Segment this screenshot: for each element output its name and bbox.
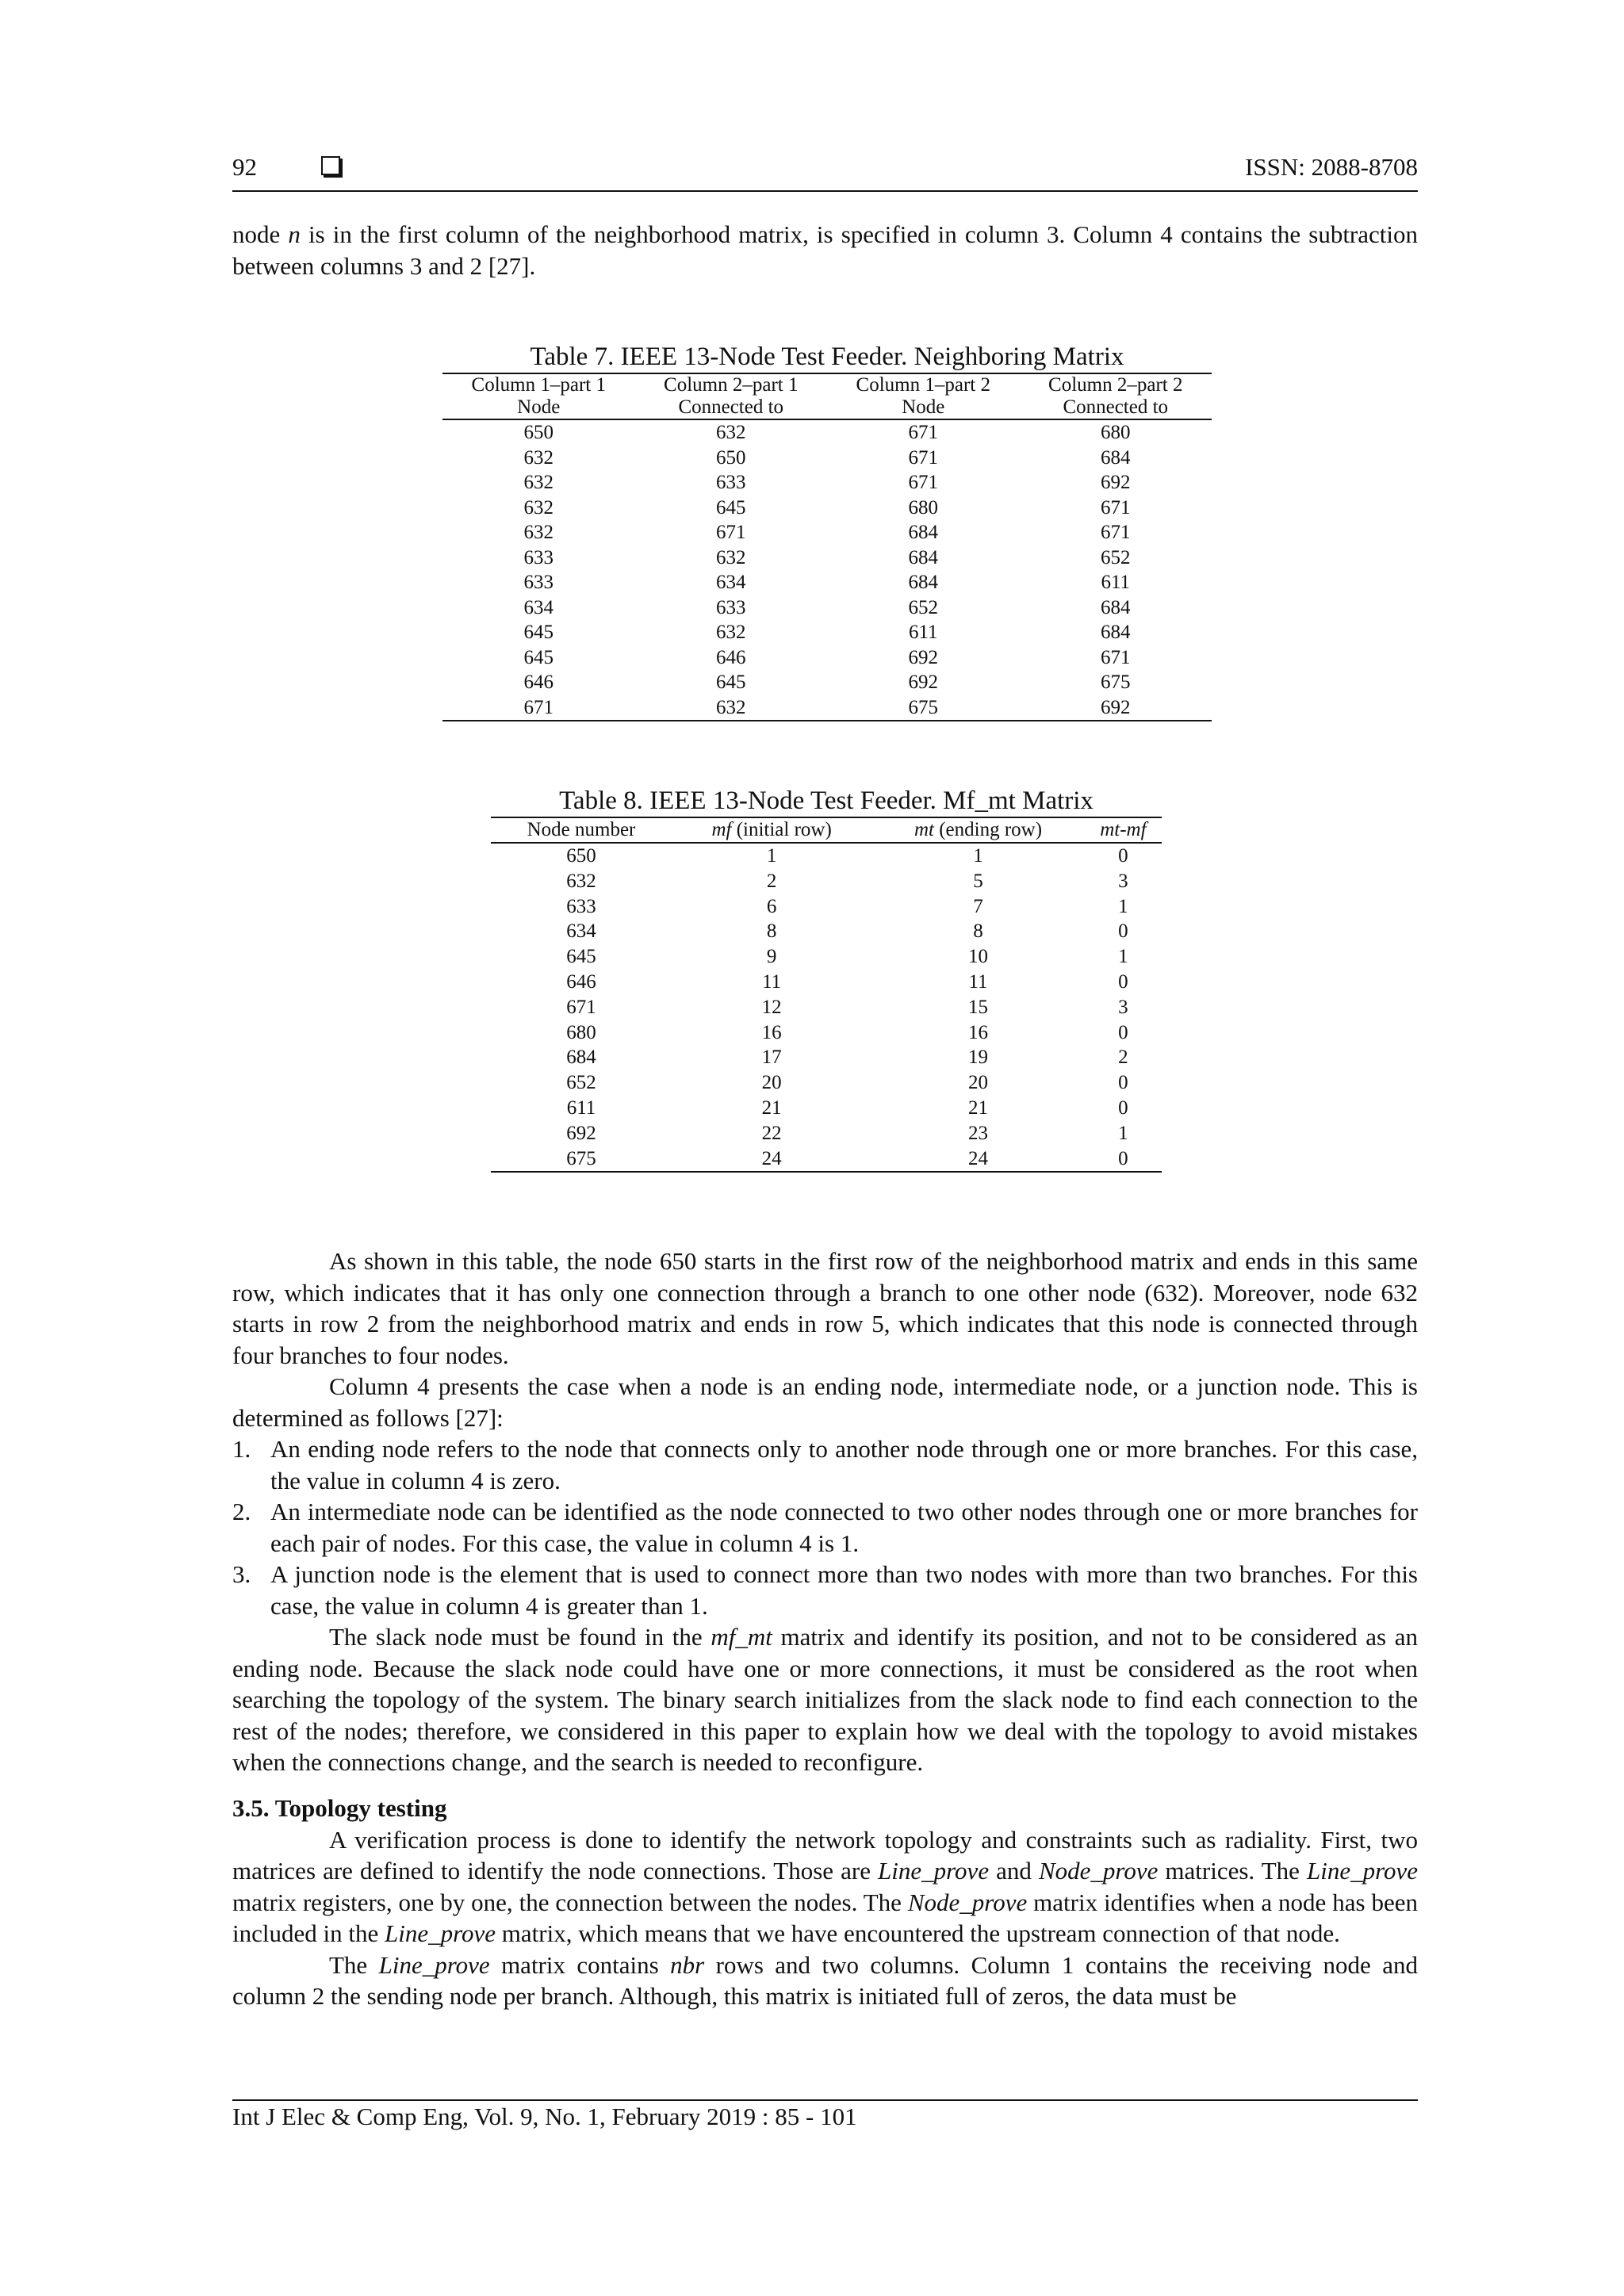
issn-label: ISSN: 2088-8708 <box>1245 153 1418 181</box>
list-item: 3. A junction node is the element that is used to connect more than two nodes with more than two branches. For this case, the value in column 4 is greater than 1. <box>232 1560 1418 1620</box>
table7-row <box>442 670 1212 695</box>
table8-row <box>491 843 1162 869</box>
table-8-header-cell: Node number <box>491 817 672 843</box>
table8-cell: 0 <box>1118 1021 1128 1043</box>
table7-cell: 632 <box>523 446 553 469</box>
table7-cell: 671 <box>908 472 938 493</box>
table8-row <box>491 869 1162 894</box>
table8-cell: 1 <box>1118 946 1128 968</box>
table7-row <box>442 496 1212 521</box>
table7-cell: 632 <box>635 695 828 721</box>
table8-cell: 634 <box>566 920 596 943</box>
table8-cell: 0 <box>1118 920 1128 943</box>
table7-cell: 692 <box>908 646 938 668</box>
table-7-grid <box>442 373 1212 721</box>
body-text <box>232 1246 1418 1778</box>
table-7-header-cell: Column 2–part 1 <box>664 374 799 396</box>
table7-row <box>442 520 1212 545</box>
checkbox-square-icon <box>321 156 340 175</box>
table7-cell: 632 <box>523 496 553 519</box>
table8-row <box>491 1121 1162 1146</box>
table8-cell: 0 <box>1085 1146 1162 1173</box>
table7-cell: 671 <box>908 422 938 443</box>
list-item: 1. An ending node refers to the node that connects only to another node through one or more branches. For this case, the value in column 4 is zero. <box>232 1435 1418 1494</box>
table7-cell: 675 <box>1101 672 1131 693</box>
table8-cell: 12 <box>761 996 782 1018</box>
table8-cell: 2 <box>766 870 777 892</box>
table8-cell: 632 <box>566 870 596 892</box>
table8-cell: 0 <box>1118 970 1128 993</box>
table7-cell: 671 <box>1101 522 1131 543</box>
table8-row <box>491 970 1162 995</box>
page-footer: Int J Elec & Comp Eng, Vol. 9, No. 1, February 2019 : 85 - 101 <box>232 2103 857 2130</box>
table7-cell: 633 <box>523 546 553 568</box>
table8-cell: 7 <box>973 895 983 917</box>
table-8-header-cell: mf (initial row) <box>672 817 871 843</box>
table8-cell: 3 <box>1118 870 1128 892</box>
table8-cell: 20 <box>968 1072 988 1094</box>
table8-cell: 5 <box>973 870 983 892</box>
table8-cell: 0 <box>1118 1096 1128 1119</box>
table8-cell: 24 <box>871 1146 1084 1173</box>
table7-cell: 634 <box>523 596 553 618</box>
table-7-header-cell: Column 2–part 2 <box>1048 374 1183 396</box>
table7-cell: 634 <box>716 572 746 593</box>
table8-cell: 1 <box>1118 895 1128 917</box>
table7-cell: 680 <box>1101 422 1131 443</box>
table8-row <box>491 1020 1162 1046</box>
table7-cell: 684 <box>1101 596 1131 618</box>
paragraph: Column 4 presents the case when a node is an ending node, intermediate node, or a junction node. This is determined as follows [27]: <box>232 1372 1418 1432</box>
table8-cell: 652 <box>566 1072 596 1094</box>
intro-text <box>232 219 1418 281</box>
table8-row <box>491 919 1162 944</box>
table8-cell: 0 <box>1118 845 1128 867</box>
table8-cell: 10 <box>968 946 988 968</box>
table7-cell: 646 <box>716 646 746 668</box>
table7-row <box>442 595 1212 621</box>
table7-cell: 675 <box>827 695 1020 721</box>
table-7 <box>442 341 1212 721</box>
table7-cell: 633 <box>716 472 746 493</box>
table-7-header-cell: Connected to <box>1020 396 1212 419</box>
table7-row <box>442 419 1212 446</box>
table-7-caption: Table 7. IEEE 13-Node Test Feeder. Neighboring Matrix <box>530 342 1124 371</box>
table8-row <box>491 1096 1162 1121</box>
table8-cell: 20 <box>761 1072 782 1094</box>
table7-cell: 650 <box>716 446 746 469</box>
table8-cell: 15 <box>968 996 988 1018</box>
table7-cell: 645 <box>716 496 746 519</box>
table8-cell: 22 <box>761 1122 782 1144</box>
table8-row <box>491 1070 1162 1096</box>
table7-row <box>442 470 1212 496</box>
table8-cell: 21 <box>761 1096 782 1119</box>
table7-cell: 671 <box>1101 496 1131 519</box>
table8-cell: 16 <box>968 1021 988 1043</box>
table-8-header-row <box>491 817 1162 843</box>
table-8-caption: Table 8. IEEE 13-Node Test Feeder. Mf_mt Matrix <box>559 786 1094 815</box>
paragraph: The slack node must be found in the mf_mt matrix and identify its position, and not to be considered as an ending node. Because the slack node could have one or more connections, it must be considered as the root when searching the topology of the system. The binary search initializes from the slack node to find each connection to the rest of the nodes; therefore, we considered in this paper to explain how we deal with the topology to avoid mistakes when the connections change, and the search is needed to reconfigure. <box>232 1623 1418 1776</box>
table8-cell: 8 <box>766 920 777 943</box>
table8-cell: 3 <box>1118 996 1128 1018</box>
table-7-header-cell: Node <box>442 396 635 419</box>
table8-row <box>491 1146 1162 1173</box>
intro-paragraph: node n is in the first column of the neighborhood matrix, is specified in column 3. Column 4 contains the subtraction between columns 3 and 2 [27]. <box>232 220 1418 280</box>
table7-row <box>442 620 1212 645</box>
table7-row <box>442 446 1212 471</box>
table8-cell: 1 <box>766 845 777 867</box>
paragraph: As shown in this table, the node 650 starts in the first row of the neighborhood matrix and ends in this same row, which indicates that it has only one connection through a branch to one other node (632). Moreover, node 632 starts in row 2 from the neighborhood matrix and ends in row 5, which indicates that this node is connected through four branches to four nodes. <box>232 1247 1418 1369</box>
table8-cell: 11 <box>968 970 988 993</box>
table-8-grid <box>491 817 1162 1173</box>
page-header <box>232 153 1418 193</box>
table7-row <box>442 545 1212 571</box>
table8-row <box>491 1045 1162 1070</box>
page-number: 92 <box>232 153 257 181</box>
table7-cell: 645 <box>523 622 553 643</box>
table8-cell: 692 <box>566 1122 596 1144</box>
table-8 <box>491 785 1162 1173</box>
table7-cell: 692 <box>1020 695 1212 721</box>
table7-cell: 632 <box>716 422 746 443</box>
section-3-5 <box>232 1793 1418 2012</box>
section-heading: 3.5. Topology testing <box>232 1794 447 1822</box>
table8-cell: 17 <box>761 1047 782 1069</box>
table8-cell: 680 <box>566 1021 596 1043</box>
table8-cell: 1 <box>1118 1122 1128 1144</box>
table7-cell: 652 <box>1101 546 1131 568</box>
table-7-header-row <box>442 373 1212 396</box>
list-item: 2. An intermediate node can be identified as the node connected to two other nodes through one or more branches for each pair of nodes. For this case, the value in column 4 is 1. <box>232 1498 1418 1557</box>
table7-cell: 646 <box>523 672 553 693</box>
table8-row <box>491 995 1162 1020</box>
table7-cell: 684 <box>1101 622 1131 643</box>
table7-cell: 684 <box>1101 446 1131 469</box>
table-7-header-cell: Connected to <box>635 396 828 419</box>
table7-cell: 671 <box>908 446 938 469</box>
table7-row <box>442 695 1212 721</box>
table7-cell: 684 <box>908 546 938 568</box>
table7-row <box>442 645 1212 671</box>
table7-row <box>442 570 1212 595</box>
table7-cell: 652 <box>908 596 938 618</box>
table8-cell: 2 <box>1118 1047 1128 1069</box>
table7-cell: 632 <box>523 472 553 493</box>
table8-cell: 675 <box>491 1146 672 1173</box>
table8-cell: 646 <box>566 970 596 993</box>
table8-cell: 0 <box>1118 1072 1128 1094</box>
table7-cell: 645 <box>523 646 553 668</box>
table7-cell: 692 <box>1101 472 1131 493</box>
paragraph: A verification process is done to identify the network topology and constraints such as radiality. First, two matrices are defined to identify the node connections. Those are Line_prove and Node_prove matrices. The Line_prove matrix registers, one by one, the connection between the nodes. The Node_prove matrix identifies when a node has been included in the Line_prove matrix, which means that we have encountered the upstream connection of that node. <box>232 1825 1419 1947</box>
table-7-header-row <box>442 396 1212 419</box>
table7-cell: 645 <box>716 672 746 693</box>
footer-rule <box>232 2099 1418 2101</box>
table8-cell: 1 <box>973 845 983 867</box>
table8-cell: 16 <box>761 1021 782 1043</box>
table7-cell: 684 <box>908 572 938 593</box>
table7-cell: 632 <box>523 522 553 543</box>
table8-row <box>491 944 1162 970</box>
table7-cell: 632 <box>716 622 746 643</box>
table8-cell: 8 <box>973 920 983 943</box>
table8-cell: 671 <box>566 996 596 1018</box>
table8-cell: 21 <box>968 1096 988 1119</box>
table7-cell: 632 <box>716 546 746 568</box>
table8-cell: 650 <box>566 845 596 867</box>
table7-cell: 684 <box>908 522 938 543</box>
header-rule <box>232 190 1418 192</box>
table8-cell: 9 <box>766 946 777 968</box>
table8-cell: 24 <box>672 1146 871 1173</box>
table7-cell: 611 <box>908 622 938 643</box>
table8-cell: 23 <box>968 1122 988 1144</box>
table8-cell: 611 <box>566 1096 596 1119</box>
table7-cell: 671 <box>1101 646 1131 668</box>
table8-row <box>491 894 1162 920</box>
table-7-header-cell: Column 1–part 1 <box>471 374 606 396</box>
table-7-header-cell: Node <box>827 396 1020 419</box>
table8-cell: 19 <box>968 1047 988 1069</box>
table7-cell: 680 <box>908 496 938 519</box>
table7-cell: 671 <box>442 695 635 721</box>
table7-cell: 611 <box>1101 572 1131 593</box>
table8-cell: 684 <box>566 1047 596 1069</box>
table7-cell: 650 <box>523 422 553 443</box>
table-8-header-cell: mt (ending row) <box>871 817 1084 843</box>
table8-cell: 6 <box>766 895 777 917</box>
table7-cell: 692 <box>908 672 938 693</box>
table8-cell: 645 <box>566 946 596 968</box>
table7-cell: 633 <box>523 572 553 593</box>
table8-cell: 11 <box>762 970 782 993</box>
table-7-header-cell: Column 1–part 2 <box>856 374 990 396</box>
node-type-list <box>232 1433 1418 1621</box>
table7-cell: 671 <box>716 522 746 543</box>
table8-cell: 633 <box>566 895 596 917</box>
paragraph: The Line_prove matrix contains nbr rows and two columns. Column 1 contains the receiving node and column 2 the sending node per branch. Although, this matrix is initiated full of zeros, the data must be <box>232 1950 1418 2010</box>
table-8-header-cell: mt-mf <box>1085 817 1162 843</box>
table7-cell: 633 <box>716 596 746 618</box>
